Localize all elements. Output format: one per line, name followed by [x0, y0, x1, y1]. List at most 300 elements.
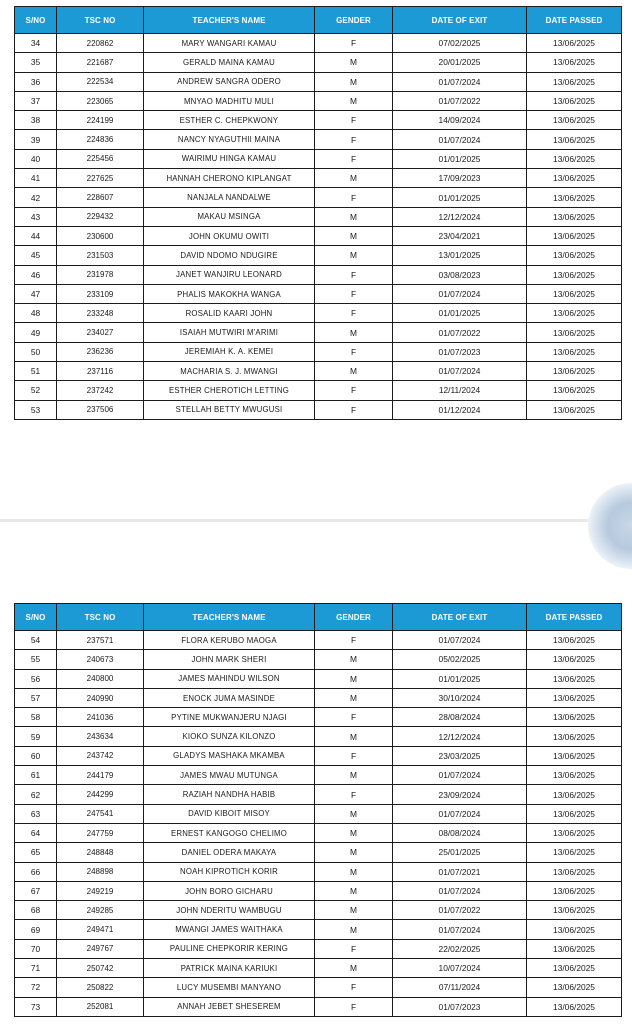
cell-sno: 56 [15, 669, 57, 688]
cell-gender: F [315, 130, 393, 149]
cell-sno: 38 [15, 111, 57, 130]
cell-passed: 13/06/2025 [527, 111, 622, 130]
cell-tsc: 227625 [57, 169, 144, 188]
cell-passed: 13/06/2025 [527, 207, 622, 226]
cell-gender: F [315, 149, 393, 168]
cell-exit: 10/07/2024 [393, 959, 527, 978]
cell-gender: M [315, 881, 393, 900]
cell-tsc: 237242 [57, 381, 144, 400]
teachers-table-1 [14, 6, 622, 420]
cell-tsc: 240800 [57, 669, 144, 688]
cell-tsc: 240990 [57, 688, 144, 707]
cell-name: JAMES MAHINDU WILSON [144, 669, 315, 688]
cell-tsc: 240673 [57, 650, 144, 669]
cell-passed: 13/06/2025 [527, 920, 622, 939]
page-divider [0, 519, 632, 522]
cell-name: DAVID NDOMO NDUGIRE [144, 246, 315, 265]
cell-gender: M [315, 323, 393, 342]
cell-tsc: 241036 [57, 708, 144, 727]
table-row [15, 207, 622, 226]
cell-exit: 05/02/2025 [393, 650, 527, 669]
cell-tsc: 249471 [57, 920, 144, 939]
cell-gender: F [315, 746, 393, 765]
cell-name: STELLAH BETTY MWUGUSI [144, 400, 315, 419]
header-tsc-no: TSC NO [57, 604, 144, 631]
cell-name: JANET WANJIRU LEONARD [144, 265, 315, 284]
cell-sno: 35 [15, 53, 57, 72]
cell-name: MARY WANGARI KAMAU [144, 34, 315, 53]
cell-sno: 66 [15, 862, 57, 881]
cell-passed: 13/06/2025 [527, 727, 622, 746]
cell-gender: M [315, 823, 393, 842]
table-row [15, 727, 622, 746]
table-row [15, 669, 622, 688]
table-row [15, 111, 622, 130]
table-row [15, 804, 622, 823]
cell-gender: F [315, 34, 393, 53]
header-gender: GENDER [315, 7, 393, 34]
cell-gender: M [315, 650, 393, 669]
cell-passed: 13/06/2025 [527, 323, 622, 342]
cell-name: DAVID KIBOIT MISOY [144, 804, 315, 823]
cell-name: PYTINE MUKWANJERU NJAGI [144, 708, 315, 727]
cell-name: PHALIS MAKOKHA WANGA [144, 284, 315, 303]
cell-passed: 13/06/2025 [527, 766, 622, 785]
cell-sno: 63 [15, 804, 57, 823]
cell-name: ESTHER CHEROTICH LETTING [144, 381, 315, 400]
cell-tsc: 237116 [57, 362, 144, 381]
cell-exit: 01/07/2022 [393, 901, 527, 920]
cell-tsc: 248898 [57, 862, 144, 881]
cell-passed: 13/06/2025 [527, 362, 622, 381]
cell-sno: 58 [15, 708, 57, 727]
cell-exit: 01/07/2024 [393, 72, 527, 91]
cell-passed: 13/06/2025 [527, 34, 622, 53]
cell-sno: 48 [15, 304, 57, 323]
cell-name: GLADYS MASHAKA MKAMBA [144, 746, 315, 765]
table-row [15, 766, 622, 785]
cell-passed: 13/06/2025 [527, 342, 622, 361]
cell-name: ESTHER C. CHEPKWONY [144, 111, 315, 130]
table-row [15, 746, 622, 765]
cell-tsc: 237571 [57, 631, 144, 650]
cell-sno: 72 [15, 978, 57, 997]
cell-passed: 13/06/2025 [527, 901, 622, 920]
cell-exit: 01/07/2024 [393, 804, 527, 823]
cell-sno: 70 [15, 939, 57, 958]
cell-gender: F [315, 111, 393, 130]
header-date-passed: DATE PASSED [527, 7, 622, 34]
cell-passed: 13/06/2025 [527, 381, 622, 400]
table-row [15, 997, 622, 1016]
cell-exit: 23/09/2024 [393, 785, 527, 804]
cell-name: GERALD MAINA KAMAU [144, 53, 315, 72]
table-row [15, 284, 622, 303]
cell-tsc: 222534 [57, 72, 144, 91]
cell-name: JOHN BORO GICHARU [144, 881, 315, 900]
table-row [15, 959, 622, 978]
cell-name: WAIRIMU HINGA KAMAU [144, 149, 315, 168]
cell-tsc: 225456 [57, 149, 144, 168]
table-row [15, 304, 622, 323]
cell-sno: 55 [15, 650, 57, 669]
cell-tsc: 244179 [57, 766, 144, 785]
cell-sno: 45 [15, 246, 57, 265]
cell-exit: 07/02/2025 [393, 34, 527, 53]
table-row [15, 169, 622, 188]
cell-gender: F [315, 381, 393, 400]
cell-name: JAMES MWAU MUTUNGA [144, 766, 315, 785]
table-row [15, 265, 622, 284]
cell-gender: M [315, 246, 393, 265]
cell-gender: M [315, 862, 393, 881]
header-date-passed: DATE PASSED [527, 604, 622, 631]
cell-gender: F [315, 304, 393, 323]
cell-passed: 13/06/2025 [527, 669, 622, 688]
cell-tsc: 244299 [57, 785, 144, 804]
table-row [15, 323, 622, 342]
cell-passed: 13/06/2025 [527, 284, 622, 303]
cell-name: JOHN MARK SHERI [144, 650, 315, 669]
cell-tsc: 250742 [57, 959, 144, 978]
cell-passed: 13/06/2025 [527, 785, 622, 804]
cell-sno: 61 [15, 766, 57, 785]
cell-passed: 13/06/2025 [527, 265, 622, 284]
header-teacher-name: TEACHER'S NAME [144, 7, 315, 34]
cell-gender: M [315, 91, 393, 110]
cell-sno: 68 [15, 901, 57, 920]
cell-gender: M [315, 804, 393, 823]
cell-tsc: 252081 [57, 997, 144, 1016]
header-date-of-exit: DATE OF EXIT [393, 604, 527, 631]
table-row [15, 901, 622, 920]
cell-tsc: 224199 [57, 111, 144, 130]
cell-tsc: 224836 [57, 130, 144, 149]
table-row [15, 400, 622, 419]
table-row [15, 342, 622, 361]
table-row [15, 72, 622, 91]
cell-sno: 53 [15, 400, 57, 419]
cell-tsc: 236236 [57, 342, 144, 361]
cell-passed: 13/06/2025 [527, 939, 622, 958]
table-row [15, 53, 622, 72]
table-row [15, 149, 622, 168]
cell-exit: 08/08/2024 [393, 823, 527, 842]
cell-exit: 14/09/2024 [393, 111, 527, 130]
cell-name: NANJALA NANDALWE [144, 188, 315, 207]
cell-gender: M [315, 226, 393, 245]
cell-sno: 67 [15, 881, 57, 900]
cell-exit: 01/01/2025 [393, 669, 527, 688]
table-header-row [15, 7, 622, 34]
cell-sno: 49 [15, 323, 57, 342]
cell-sno: 54 [15, 631, 57, 650]
cell-gender: M [315, 169, 393, 188]
cell-sno: 37 [15, 91, 57, 110]
cell-sno: 46 [15, 265, 57, 284]
cell-passed: 13/06/2025 [527, 708, 622, 727]
cell-passed: 13/06/2025 [527, 304, 622, 323]
cell-gender: M [315, 920, 393, 939]
cell-tsc: 249767 [57, 939, 144, 958]
cell-exit: 01/07/2024 [393, 881, 527, 900]
cell-name: DANIEL ODERA MAKAYA [144, 843, 315, 862]
cell-sno: 73 [15, 997, 57, 1016]
cell-exit: 01/07/2023 [393, 342, 527, 361]
cell-name: MWANGI JAMES WAITHAKA [144, 920, 315, 939]
cell-exit: 28/08/2024 [393, 708, 527, 727]
header-teacher-name: TEACHER'S NAME [144, 604, 315, 631]
cell-tsc: 221687 [57, 53, 144, 72]
cell-exit: 17/09/2023 [393, 169, 527, 188]
cell-exit: 13/01/2025 [393, 246, 527, 265]
document-page-1 [0, 0, 632, 470]
cell-tsc: 249219 [57, 881, 144, 900]
header-date-of-exit: DATE OF EXIT [393, 7, 527, 34]
cell-exit: 12/12/2024 [393, 207, 527, 226]
cell-tsc: 233109 [57, 284, 144, 303]
page-gap [0, 470, 632, 600]
cell-passed: 13/06/2025 [527, 226, 622, 245]
cell-exit: 01/01/2025 [393, 188, 527, 207]
table-row [15, 650, 622, 669]
cell-gender: F [315, 997, 393, 1016]
table-row [15, 188, 622, 207]
cell-sno: 57 [15, 688, 57, 707]
cell-gender: F [315, 400, 393, 419]
cell-passed: 13/06/2025 [527, 997, 622, 1016]
cell-name: MAKAU MSINGA [144, 207, 315, 226]
table-row [15, 226, 622, 245]
cell-gender: M [315, 959, 393, 978]
table-row [15, 881, 622, 900]
cell-exit: 01/07/2024 [393, 766, 527, 785]
cell-sno: 51 [15, 362, 57, 381]
cell-exit: 01/01/2025 [393, 304, 527, 323]
header-sno: S/NO [15, 7, 57, 34]
cell-name: NANCY NYAGUTHII MAINA [144, 130, 315, 149]
cell-sno: 47 [15, 284, 57, 303]
cell-passed: 13/06/2025 [527, 688, 622, 707]
table-row [15, 34, 622, 53]
cell-tsc: 247759 [57, 823, 144, 842]
cell-tsc: 247541 [57, 804, 144, 823]
cell-name: JOHN OKUMU OWITI [144, 226, 315, 245]
cell-passed: 13/06/2025 [527, 91, 622, 110]
cell-exit: 25/01/2025 [393, 843, 527, 862]
cell-passed: 13/06/2025 [527, 881, 622, 900]
cell-name: NOAH KIPROTICH KORIR [144, 862, 315, 881]
cell-sno: 34 [15, 34, 57, 53]
cell-exit: 01/07/2021 [393, 862, 527, 881]
cell-gender: F [315, 708, 393, 727]
table-row [15, 920, 622, 939]
table-row [15, 939, 622, 958]
cell-gender: M [315, 901, 393, 920]
cell-passed: 13/06/2025 [527, 149, 622, 168]
table-row [15, 785, 622, 804]
cell-name: HANNAH CHERONO KIPLANGAT [144, 169, 315, 188]
cell-exit: 01/07/2024 [393, 631, 527, 650]
cell-sno: 52 [15, 381, 57, 400]
cell-name: ENOCK JUMA MASINDE [144, 688, 315, 707]
cell-gender: F [315, 978, 393, 997]
cell-exit: 01/07/2024 [393, 362, 527, 381]
cell-tsc: 248848 [57, 843, 144, 862]
cell-exit: 03/08/2023 [393, 265, 527, 284]
cell-name: PAULINE CHEPKORIR KERING [144, 939, 315, 958]
cell-tsc: 230600 [57, 226, 144, 245]
table-row [15, 91, 622, 110]
cell-passed: 13/06/2025 [527, 823, 622, 842]
cell-tsc: 250822 [57, 978, 144, 997]
cell-gender: M [315, 766, 393, 785]
cell-exit: 30/10/2024 [393, 688, 527, 707]
cell-exit: 01/07/2023 [393, 997, 527, 1016]
cell-passed: 13/06/2025 [527, 959, 622, 978]
cell-exit: 01/07/2022 [393, 91, 527, 110]
cell-passed: 13/06/2025 [527, 978, 622, 997]
cell-tsc: 229432 [57, 207, 144, 226]
cell-passed: 13/06/2025 [527, 188, 622, 207]
cell-sno: 71 [15, 959, 57, 978]
cell-name: RAZIAH NANDHA HABIB [144, 785, 315, 804]
table-row [15, 708, 622, 727]
cell-tsc: 220862 [57, 34, 144, 53]
cell-sno: 65 [15, 843, 57, 862]
cell-sno: 43 [15, 207, 57, 226]
table-row [15, 246, 622, 265]
cell-passed: 13/06/2025 [527, 72, 622, 91]
cell-exit: 23/03/2025 [393, 746, 527, 765]
cell-tsc: 231978 [57, 265, 144, 284]
table-row [15, 688, 622, 707]
cell-exit: 01/07/2024 [393, 284, 527, 303]
cell-sno: 64 [15, 823, 57, 842]
cell-gender: M [315, 669, 393, 688]
cell-passed: 13/06/2025 [527, 169, 622, 188]
cell-gender: F [315, 265, 393, 284]
cell-sno: 44 [15, 226, 57, 245]
cell-name: MACHARIA S. J. MWANGI [144, 362, 315, 381]
cell-name: LUCY MUSEMBI MANYANO [144, 978, 315, 997]
cell-gender: F [315, 631, 393, 650]
cell-tsc: 249285 [57, 901, 144, 920]
cell-passed: 13/06/2025 [527, 130, 622, 149]
cell-name: ISAIAH MUTWIRI M'ARIMI [144, 323, 315, 342]
table-row [15, 862, 622, 881]
cell-name: FLORA KERUBO MAOGA [144, 631, 315, 650]
cell-exit: 22/02/2025 [393, 939, 527, 958]
cell-sno: 69 [15, 920, 57, 939]
cell-gender: M [315, 72, 393, 91]
cell-gender: M [315, 53, 393, 72]
cell-name: KIOKO SUNZA KILONZO [144, 727, 315, 746]
cell-gender: F [315, 188, 393, 207]
cell-tsc: 237506 [57, 400, 144, 419]
cell-tsc: 228607 [57, 188, 144, 207]
teachers-table-2 [14, 603, 622, 1017]
cell-gender: M [315, 207, 393, 226]
header-tsc-no: TSC NO [57, 7, 144, 34]
table-row [15, 362, 622, 381]
cell-tsc: 233248 [57, 304, 144, 323]
cell-tsc: 234027 [57, 323, 144, 342]
table-row [15, 381, 622, 400]
cell-exit: 01/07/2024 [393, 130, 527, 149]
cell-exit: 07/11/2024 [393, 978, 527, 997]
cell-sno: 50 [15, 342, 57, 361]
cell-gender: F [315, 342, 393, 361]
cell-gender: F [315, 284, 393, 303]
cell-gender: M [315, 843, 393, 862]
cell-tsc: 223065 [57, 91, 144, 110]
cell-sno: 41 [15, 169, 57, 188]
cell-name: JEREMIAH K. A. KEMEI [144, 342, 315, 361]
cell-sno: 36 [15, 72, 57, 91]
cell-gender: M [315, 727, 393, 746]
cell-passed: 13/06/2025 [527, 650, 622, 669]
header-sno: S/NO [15, 604, 57, 631]
cell-name: ANDREW SANGRA ODERO [144, 72, 315, 91]
table-row [15, 823, 622, 842]
table-row [15, 130, 622, 149]
table-row [15, 978, 622, 997]
cell-sno: 40 [15, 149, 57, 168]
cell-passed: 13/06/2025 [527, 53, 622, 72]
cell-gender: M [315, 362, 393, 381]
cell-gender: F [315, 939, 393, 958]
table-row [15, 843, 622, 862]
cell-exit: 20/01/2025 [393, 53, 527, 72]
cell-name: ERNEST KANGOGO CHELIMO [144, 823, 315, 842]
table-header-row [15, 604, 622, 631]
cell-tsc: 243742 [57, 746, 144, 765]
cell-exit: 12/11/2024 [393, 381, 527, 400]
cell-exit: 01/07/2024 [393, 920, 527, 939]
cell-sno: 60 [15, 746, 57, 765]
cell-passed: 13/06/2025 [527, 804, 622, 823]
cell-sno: 62 [15, 785, 57, 804]
cell-passed: 13/06/2025 [527, 631, 622, 650]
cell-tsc: 243634 [57, 727, 144, 746]
cell-sno: 59 [15, 727, 57, 746]
cell-passed: 13/06/2025 [527, 246, 622, 265]
cell-gender: M [315, 688, 393, 707]
cell-tsc: 231503 [57, 246, 144, 265]
cell-name: ROSALID KAARI JOHN [144, 304, 315, 323]
table-row [15, 631, 622, 650]
cell-passed: 13/06/2025 [527, 843, 622, 862]
cell-passed: 13/06/2025 [527, 400, 622, 419]
cell-exit: 01/12/2024 [393, 400, 527, 419]
header-gender: GENDER [315, 604, 393, 631]
document-page-2 [0, 600, 632, 1024]
cell-name: PATRICK MAINA KARIUKI [144, 959, 315, 978]
cell-exit: 01/07/2022 [393, 323, 527, 342]
cell-exit: 12/12/2024 [393, 727, 527, 746]
cell-exit: 01/01/2025 [393, 149, 527, 168]
cell-passed: 13/06/2025 [527, 862, 622, 881]
cell-passed: 13/06/2025 [527, 746, 622, 765]
cell-name: MNYAO MADHITU MULI [144, 91, 315, 110]
cell-name: JOHN NDERITU WAMBUGU [144, 901, 315, 920]
cell-sno: 39 [15, 130, 57, 149]
cell-exit: 23/04/2021 [393, 226, 527, 245]
cell-sno: 42 [15, 188, 57, 207]
cell-gender: F [315, 785, 393, 804]
cell-name: ANNAH JEBET SHESEREM [144, 997, 315, 1016]
